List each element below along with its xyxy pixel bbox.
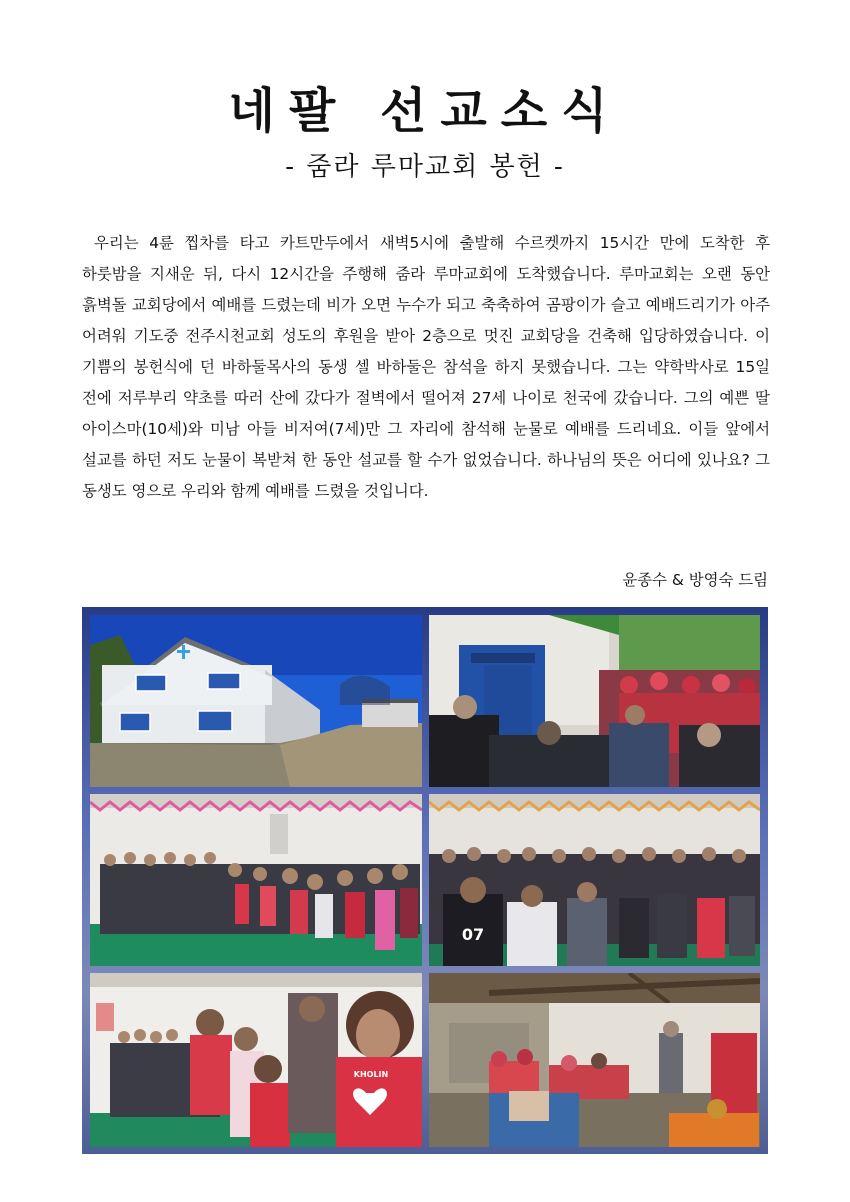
shirt-text: KHOLIN xyxy=(353,1070,389,1079)
body-paragraph: 우리는 4륜 찝차를 타고 카트만두에서 새벽5시에 출발해 수르켓까지 15시간 만에 도착한 후 하룻밤을 지새운 뒤, 다시 12시간을 주행해 줌라 루마교회에 도착했습니다. 루마교회는 오랜 동안 흙벽돌 교회당에서 예배를 드렸는데 비가 오면 누수가 되고 축축하여 곰팡이가 슬고 예배드리기가 아주 어려워 기도중 전주시천교회 성도의 후원을 받아 2층으로 멋진 교회당을 건축해 입당하였습니다. 이 기쁨의 봉헌식에 던 바하둘목사의 동생 셀 바하둘은 참석을 하지 못했습니다. 그는 약학박사로 15일 전에 저루부리 약초를 따러 산에 갔다가 절벽에서 떨어져 27세 나이로 천국에 갔습니다. 그의 예쁜 딸 아이스마(10세)와 미남 아들 비저여(7세)만 그 자리에 참석해 눈물로 예배를 드리네요. 이들 앞에서 설교를 하던 저도 눈물이 복받쳐 한 동안 설교를 할 수가 없었습니다. 하나님의 뜻은 어디에 있나요? 그 동생도 영으로 우리와 함께 예배를 드렸을 것입니다. xyxy=(82,234,770,500)
photo-door-gathering xyxy=(429,615,760,787)
photo-church-building xyxy=(90,615,422,787)
photo-worship-interior-2 xyxy=(429,794,760,966)
photo-old-church-interior xyxy=(429,973,760,1147)
signature: 윤종수 & 방영숙 드림 xyxy=(622,571,768,589)
shirt-number: 07 xyxy=(461,925,485,944)
page-subtitle: - 줌라 루마교회 봉헌 - xyxy=(285,152,565,182)
page-title: 네팔 선교소식 xyxy=(228,83,622,139)
photo-children-worship xyxy=(90,973,422,1147)
photo-collage xyxy=(82,607,768,1154)
photo-worship-interior-1 xyxy=(90,794,422,966)
